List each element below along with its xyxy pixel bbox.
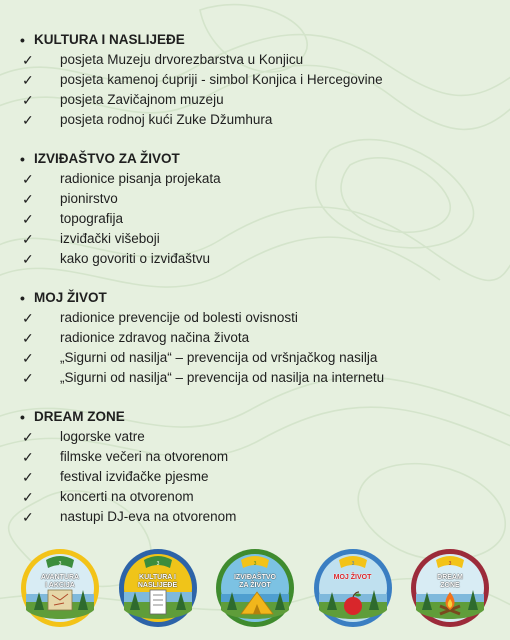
program-list (20, 30, 490, 546)
item-text: topografija (60, 211, 124, 226)
item-text: kako govoriti o izviđaštvu (60, 251, 211, 266)
checkmark-icon: ✓ (22, 429, 34, 445)
checkmark-icon: ✓ (22, 52, 34, 68)
item-text: posjeta rodnoj kući Zuke Džumhura (60, 112, 273, 127)
bullet-icon: • (20, 32, 25, 48)
badge-emblem (313, 548, 393, 628)
list-item (20, 209, 490, 229)
checkmark-icon: ✓ (22, 509, 34, 525)
item-text: logorske vatre (60, 429, 145, 444)
list-item (20, 229, 490, 249)
list-item (20, 507, 490, 527)
checkmark-icon: ✓ (22, 112, 34, 128)
heading-text: DREAM ZONE (34, 409, 125, 424)
item-text: radionice zdravog načina života (60, 330, 250, 345)
checkmark-icon: ✓ (22, 92, 34, 108)
checkmark-icon: ✓ (22, 310, 34, 326)
program-badges (20, 548, 490, 630)
checkmark-icon: ✓ (22, 489, 34, 505)
list-item (20, 467, 490, 487)
checkmark-icon: ✓ (22, 72, 34, 88)
section-heading (20, 30, 490, 50)
badge-title: DREAM ZONE (437, 574, 463, 589)
map-icon (48, 590, 72, 610)
item-text: festival izviđačke pjesme (60, 469, 209, 484)
bullet-icon: • (20, 409, 25, 425)
list-item (20, 110, 490, 130)
checkmark-icon: ✓ (22, 171, 34, 187)
section-heading (20, 407, 490, 427)
item-text: radionice pisanja projekata (60, 171, 221, 186)
item-text: izviđački višeboji (60, 231, 160, 246)
list-item (20, 348, 490, 368)
list-item (20, 90, 490, 110)
badge-title: MOJ ŽIVOT (333, 574, 372, 581)
item-text: pionirstvo (60, 191, 118, 206)
checkmark-icon: ✓ (22, 191, 34, 207)
section-izvidjastvo (20, 149, 490, 269)
item-text: posjeta Muzeju drvorezbarstva u Konjicu (60, 52, 304, 67)
monument-icon (150, 590, 166, 614)
section-heading (20, 149, 490, 169)
badge-moj-zivot (313, 548, 393, 628)
checkmark-icon: ✓ (22, 251, 34, 267)
bullet-icon: • (20, 151, 25, 167)
heading-text: IZVIĐAŠTVO ZA ŽIVOT (34, 151, 180, 166)
list-item (20, 328, 490, 348)
checkmark-icon: ✓ (22, 469, 34, 485)
item-text: „Sigurni od nasilja“ – prevencija od nasilja na internetu (60, 370, 385, 385)
svg-text:3: 3 (448, 561, 452, 567)
checkmark-icon: ✓ (22, 350, 34, 366)
badge-kultura (118, 548, 198, 628)
svg-text:3: 3 (58, 561, 62, 567)
item-text: radionice prevencije od bolesti ovisnosti (60, 310, 298, 325)
bullet-icon: • (20, 290, 25, 306)
checkmark-icon: ✓ (22, 449, 34, 465)
list-item (20, 50, 490, 70)
heading-text: KULTURA I NASLIJEĐE (34, 32, 185, 47)
list-item (20, 487, 490, 507)
checkmark-icon: ✓ (22, 231, 34, 247)
list-item (20, 308, 490, 328)
badge-dream-zone (410, 548, 490, 628)
item-text: filmske večeri na otvorenom (60, 449, 229, 464)
item-text: nastupi DJ-eva na otvorenom (60, 509, 237, 524)
item-text: posjeta Zavičajnom muzeju (60, 92, 224, 107)
checkmark-icon: ✓ (22, 370, 34, 386)
section-kultura (20, 30, 490, 130)
list-item (20, 368, 490, 388)
svg-text:3: 3 (253, 561, 257, 567)
section-dream-zone (20, 407, 490, 527)
badge-title: IZVIĐAŠTVO ZA ŽIVOT (233, 574, 276, 589)
list-item (20, 189, 490, 209)
svg-text:3: 3 (351, 561, 354, 567)
list-item (20, 427, 490, 447)
badge-title: KULTURA I NASLIJEĐE (137, 574, 178, 589)
checkmark-icon: ✓ (22, 330, 34, 346)
list-item (20, 249, 490, 269)
heading-text: MOJ ŽIVOT (34, 290, 107, 305)
svg-text:3: 3 (156, 561, 159, 567)
item-text: koncerti na otvorenom (60, 489, 194, 504)
item-text: posjeta kamenoj ćupriji - simbol Konjica i Hercegovine (60, 72, 383, 87)
badge-avantura (20, 548, 100, 628)
badge-title: AVANTURA I AKCIJA (40, 574, 80, 589)
section-heading (20, 288, 490, 308)
list-item (20, 447, 490, 467)
badge-izvidjastvo (215, 548, 295, 628)
list-item (20, 169, 490, 189)
item-text: „Sigurni od nasilja“ – prevencija od vršnjačkog nasilja (60, 350, 378, 365)
section-moj-zivot (20, 288, 490, 388)
checkmark-icon: ✓ (22, 211, 34, 227)
list-item (20, 70, 490, 90)
